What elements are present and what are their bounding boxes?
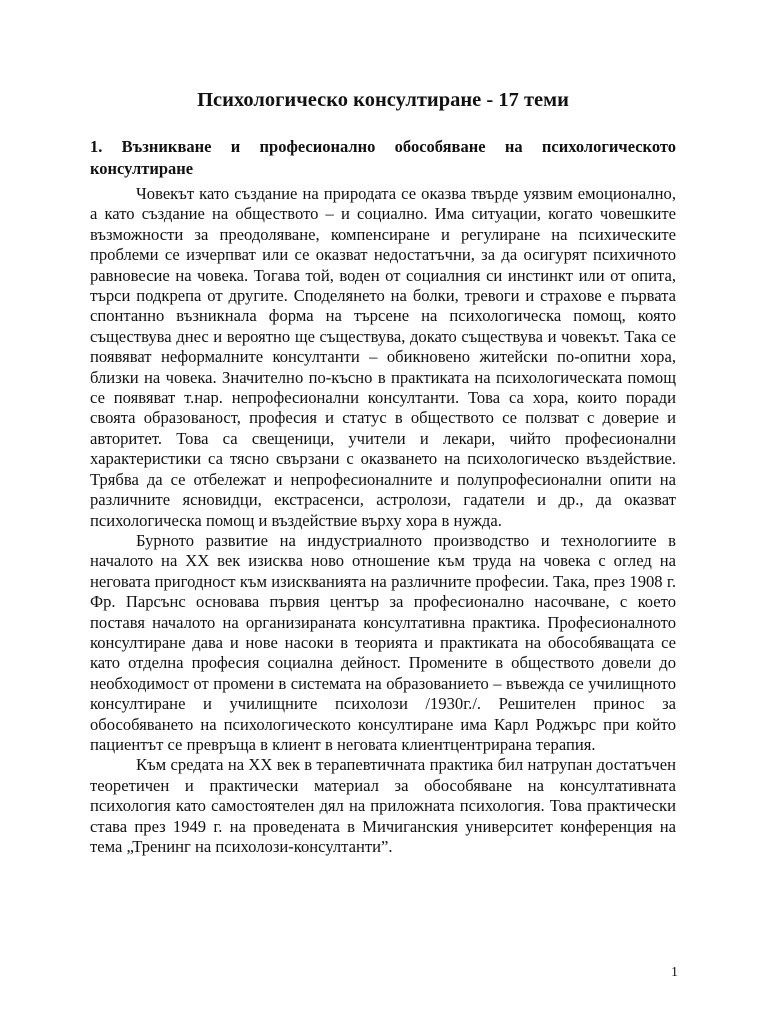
page-number: 1 (671, 965, 678, 980)
paragraph-3: Към средата на XX век в терапевтичната практика бил натрупан достатъчен теоретичен и практически материал за обособяване на консултативната психология като самостоятелен дял на приложната психология. Това практически става през 1949 г. на проведената в Мичиганския университет конференция на тема „Тренинг на психолози-консултанти”. (90, 755, 676, 856)
paragraph-1: Човекът като създание на природата се оказва твърде уязвим емоционално, а като създание на обществото – и социално. Има ситуации, когато човешките възможности за преодоляване, компенсиране и регулиране на психическите проблеми се изчерпват или се оказват недостатъчни, за да осигурят психичното равновесие на човека. Тогава той, воден от социалния си инстинкт или от опита, търси подкрепа от другите. Споделянето на болки, тревоги и страхове е първата спонтанно възникнала форма на търсене на психологическа помощ, която съществува днес и вероятно ще съществува, докато съществува и човекът. Така се появяват неформалните консултанти – обикновено житейски по-опитни хора, близки на човека. Значително по-късно в практиката на психологическата помощ се появяват т.нар. непрофесионални консултанти. Това са хора, които поради своята образованост, професия и статус в обществото се ползват с доверие и авторитет. Това са свещеници, учители и лекари, чийто професионални характеристики са тясно свързани с оказването на психологическо въздействие. Трябва да се отбележат и непрофесионалните и полупрофесионални опити на различните ясновидци, екстрасенси, астролози, гадатели и др., да оказват психологическа помощ и въздействие върху хора в нужда. (90, 184, 676, 530)
body-text (90, 184, 676, 857)
paragraph-2: Бурното развитие на индустриалното производство и технологиите в началото на XX век изисква ново отношение към труда на човека с оглед на неговата пригодност към изискванията на различните професии. Така, през 1908 г. Фр. Парсънс основава първия център за професионално насочване, с което поставя началото на организираната консултативна практика. Професионалното консултиране дава и нове насоки в теорията и практиката на обособяващата се като отделна професия социална дейност. Промените в обществото довели до необходимост от промени в системата на образованието – въвежда се училищното консултиране и училищните психолози /1930г./. Решителен принос за обособяването на психологическото консултиране има Карл Роджърс при който пациентът се превръща в клиент в неговата клиентцентрирана терапия. (90, 530, 676, 754)
document-title: Психологическо консултиране - 17 теми (197, 89, 569, 111)
section-heading: 1. Възникване и професионално обособяване на психологическото консултиране (90, 137, 676, 178)
